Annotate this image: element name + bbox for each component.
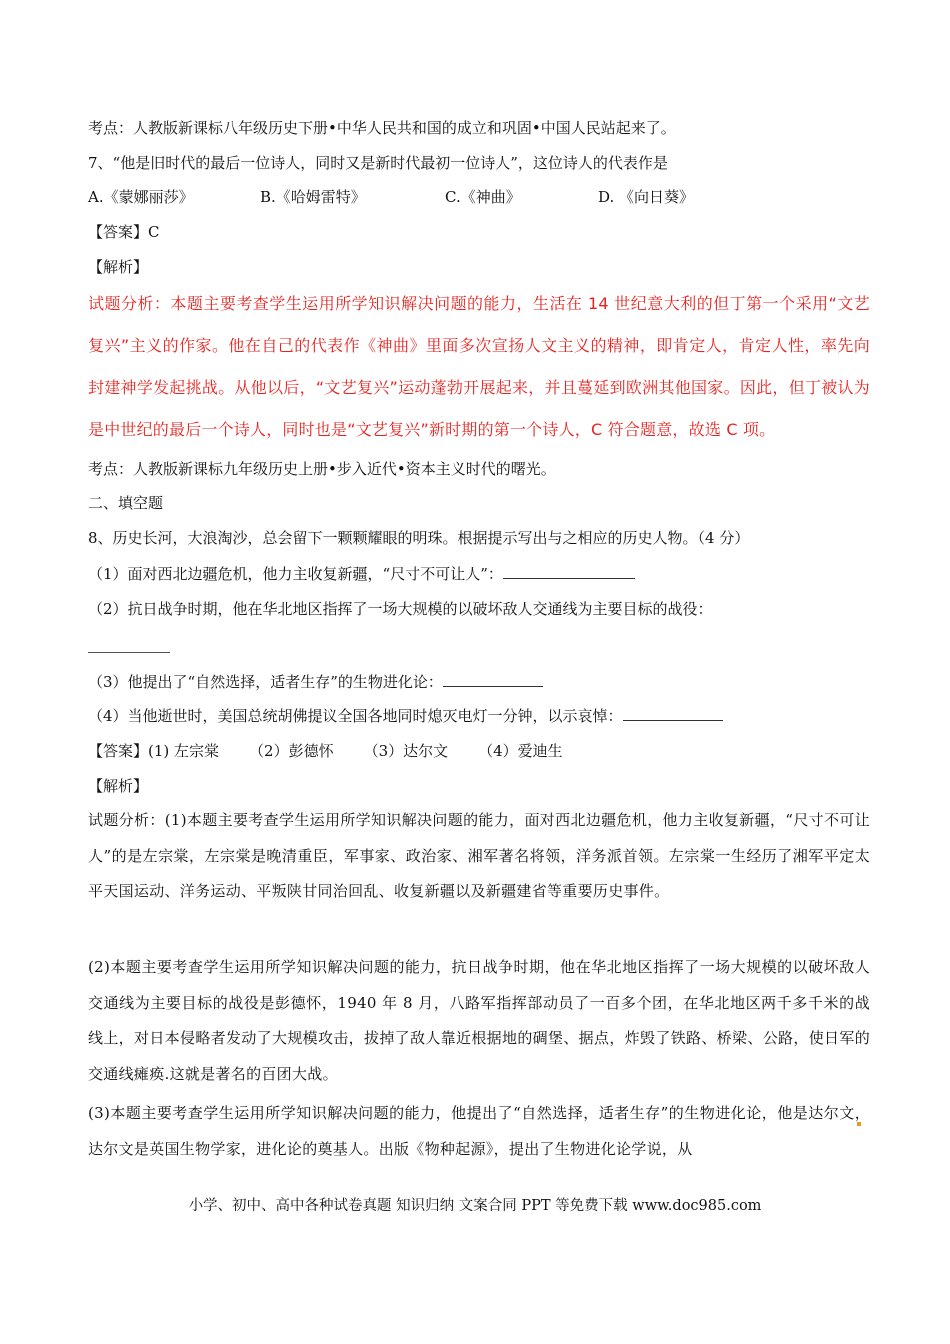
q8-item-4: [88, 705, 868, 727]
q8-answer-2: （2）彭德怀: [249, 742, 334, 760]
q7-prev-kaodian: 考点：人教版新课标八年级历史下册•中华人民共和国的成立和巩固•中国人民站起来了。: [88, 119, 676, 137]
page-footer: 小学、初中、高中各种试卷真题 知识归纳 文案合同 PPT 等免费下载 www.doc985.com: [188, 1198, 762, 1214]
q7-answer: 【答案】C: [88, 223, 160, 241]
q8-answer-1: (1) 左宗棠: [148, 742, 220, 760]
q8-answer-3: （3）达尔文: [363, 742, 449, 760]
orange-dot-mark: [857, 1122, 861, 1126]
answer-blank-1: [503, 564, 635, 579]
answer-blank-2: [88, 652, 170, 653]
q8-answer-4: （4）爱迪生: [478, 742, 563, 760]
q8-item-3-text: （3）他提出了“自然选择，适者生存”的生物进化论：: [88, 673, 443, 691]
answer-blank-3: [443, 672, 543, 687]
q7-analysis: 试题分析：本题主要考查学生运用所学知识解决问题的能力，生活在 14 世纪意大利的但丁第一个采用“文艺复兴”主义的作家。他在自己的代表作《神曲》里面多次宣扬人文主义的精神，即肯定人，肯定人性，率先向封建神学发起挑战。从他以后，“文艺复兴”运动蓬勃开展起来，并且蔓延到欧洲其他国家。因此，但丁被认为是中世纪的最后一个诗人，同时也是“文艺复兴”新时期的第一个诗人，C 符合题意，故选 C 项。: [88, 294, 870, 439]
q8-analysis-1: 试题分析：(1)本题主要考查学生运用所学知识解决问题的能力，面对西北边疆危机，他力主收复新疆，“尺寸不可让人”的是左宗棠，左宗棠是晚清重臣，军事家、政治家、湘军著名将领，洋务派首领。左宗棠一生经历了湘军平定太平天国运动、洋务运动、平叛陕甘同治回乱、收复新疆以及新疆建省等重要历史事件。: [88, 811, 870, 900]
q7-stem: 7、“他是旧时代的最后一位诗人，同时又是新时代最初一位诗人”，这位诗人的代表作是: [88, 154, 668, 172]
q8-item-1: [88, 563, 868, 585]
q8-jiexi-label: 【解析】: [88, 777, 149, 795]
q8-analysis-3: (3)本题主要考查学生运用所学知识解决问题的能力，他提出了“自然选择，适者生存”的生物进化论，他是达尔文，达尔文是英国生物学家，进化论的奠基人。出版《物种起源》，提出了生物进化论学说，从: [88, 1104, 870, 1158]
q7-option-a: A.《蒙娜丽莎》: [88, 188, 194, 206]
q8-stem: 8、历史长河，大浪淘沙，总会留下一颗颗耀眼的明珠。根据提示写出与之相应的历史人物。（4 分）: [88, 529, 750, 547]
q8-analysis-2: (2)本题主要考查学生运用所学知识解决问题的能力，抗日战争时期，他在华北地区指挥了一场大规模的以破坏敌人交通线为主要目标的战役是彭德怀，1940 年 8 月，八路军指挥部动员了一百多个团，在华北地区两千多千米的战线上，对日本侵略者发动了大规模攻击，拔掉了敌人靠近根据地的碉堡、据点，炸毁了铁路、桥梁、公路，使日军的交通线瘫痪.这就是著名的百团大战。: [88, 958, 870, 1083]
q7-kaodian: 考点：人教版新课标九年级历史上册•步入近代•资本主义时代的曙光。: [88, 460, 556, 478]
q8-item-3: [88, 671, 868, 693]
q7-option-c: C.《神曲》: [445, 188, 521, 206]
q7-option-d: D. 《向日葵》: [598, 188, 695, 206]
q8-answer-label: 【答案】: [88, 742, 149, 760]
q8-item-4-text: （4）当他逝世时，美国总统胡佛提议全国各地同时熄灭电灯一分钟，以示哀悼：: [88, 707, 623, 725]
q8-item-1-text: （1）面对西北边疆危机，他力主收复新疆，“尺寸不可让人”：: [88, 565, 503, 583]
q8-item-2: （2）抗日战争时期，他在华北地区指挥了一场大规模的以破坏敌人交通线为主要目标的战役：: [88, 600, 713, 618]
q7-jiexi-label: 【解析】: [88, 258, 149, 276]
q7-option-b: B.《哈姆雷特》: [260, 188, 366, 206]
q8-answer: [88, 740, 868, 762]
section-title: 二、填空题: [88, 494, 164, 512]
answer-blank-4: [623, 706, 723, 721]
